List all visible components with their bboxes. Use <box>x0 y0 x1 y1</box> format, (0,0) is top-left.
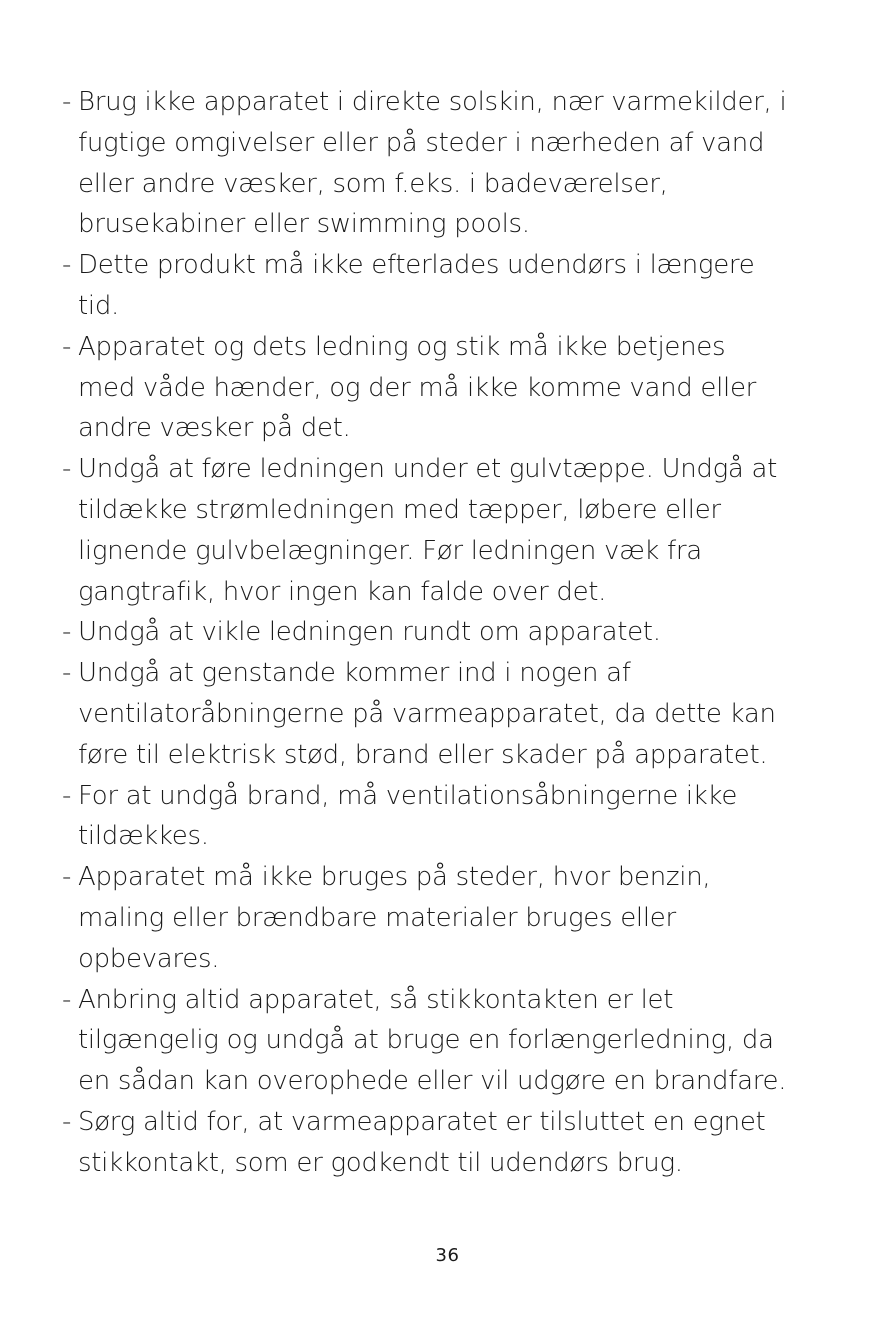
text-line: brusekabiner eller swimming pools. <box>78 209 530 240</box>
text-line: Undgå at vikle ledningen rundt om apparatet. <box>78 617 661 648</box>
text-line: ventilatoråbningerne på varmeapparatet, da dette kan <box>78 698 776 729</box>
list-item <box>62 653 862 775</box>
text-line: Brug ikke apparatet i direkte solskin, nær varmekilder, i <box>78 87 787 117</box>
text-line: tilgængelig og undgå at bruge en forlængerledning, da <box>78 1025 774 1056</box>
list-item <box>62 449 862 612</box>
text-line: lignende gulvbelægninger. Før ledningen væk fra <box>78 535 702 566</box>
bullet-dash: - <box>62 617 72 648</box>
text-line: fugtige omgivelser eller på steder i nærheden af vand <box>78 127 765 158</box>
bullet-dash: - <box>62 1106 72 1137</box>
text-line: eller andre væsker, som f.eks. i badeværelser, <box>78 168 668 199</box>
bullet-dash: - <box>62 984 72 1015</box>
text-line: føre til elektrisk stød, brand eller skader på apparatet. <box>78 739 768 770</box>
text-line: stikkontakt, som er godkendt til udendørs brug. <box>78 1147 683 1178</box>
bullet-dash: - <box>62 331 72 362</box>
text-line: en sådan kan overophede eller vil udgøre en brandfare. <box>78 1066 787 1097</box>
bullet-dash: - <box>62 862 72 893</box>
text-line: opbevares. <box>78 943 220 974</box>
list-item <box>62 612 862 653</box>
text-line: gangtrafik, hvor ingen kan falde over det. <box>78 576 607 607</box>
safety-instruction-list <box>62 82 862 1184</box>
list-item <box>62 82 862 245</box>
list-item <box>62 776 862 858</box>
text-line: med våde hænder, og der må ikke komme vand eller <box>78 372 757 403</box>
bullet-dash: - <box>62 454 72 485</box>
page-number: 36 <box>435 1245 460 1266</box>
text-line: Undgå at føre ledningen under et gulvtæppe. Undgå at <box>78 454 778 485</box>
list-item <box>62 857 862 979</box>
text-line: Anbring altid apparatet, så stikkontakten er let <box>78 984 674 1015</box>
bullet-dash: - <box>62 250 72 281</box>
text-line: tildække strømledningen med tæpper, løbere eller <box>78 494 721 525</box>
list-item <box>62 980 862 1102</box>
document-body <box>62 82 862 1184</box>
text-line: Sørg altid for, at varmeapparatet er tilsluttet en egnet <box>78 1106 766 1137</box>
text-line: maling eller brændbare materialer bruges eller <box>78 902 676 933</box>
bullet-dash: - <box>62 658 72 689</box>
text-line: tid. <box>78 290 119 321</box>
text-line: For at undgå brand, må ventilationsåbningerne ikke <box>78 780 738 811</box>
text-line: Apparatet og dets ledning og stik må ikke betjenes <box>78 331 726 362</box>
list-item <box>62 1102 862 1184</box>
list-item <box>62 245 862 327</box>
text-line: Dette produkt må ikke efterlades udendørs i længere <box>78 250 755 281</box>
text-line: Undgå at genstande kommer ind i nogen af <box>78 658 631 689</box>
list-item <box>62 327 862 449</box>
text-line: tildækkes. <box>78 821 209 852</box>
bullet-dash: - <box>62 780 72 811</box>
text-line: Apparatet må ikke bruges på steder, hvor benzin, <box>78 862 711 893</box>
bullet-dash: - <box>62 87 72 117</box>
text-line: andre væsker på det. <box>78 413 351 444</box>
